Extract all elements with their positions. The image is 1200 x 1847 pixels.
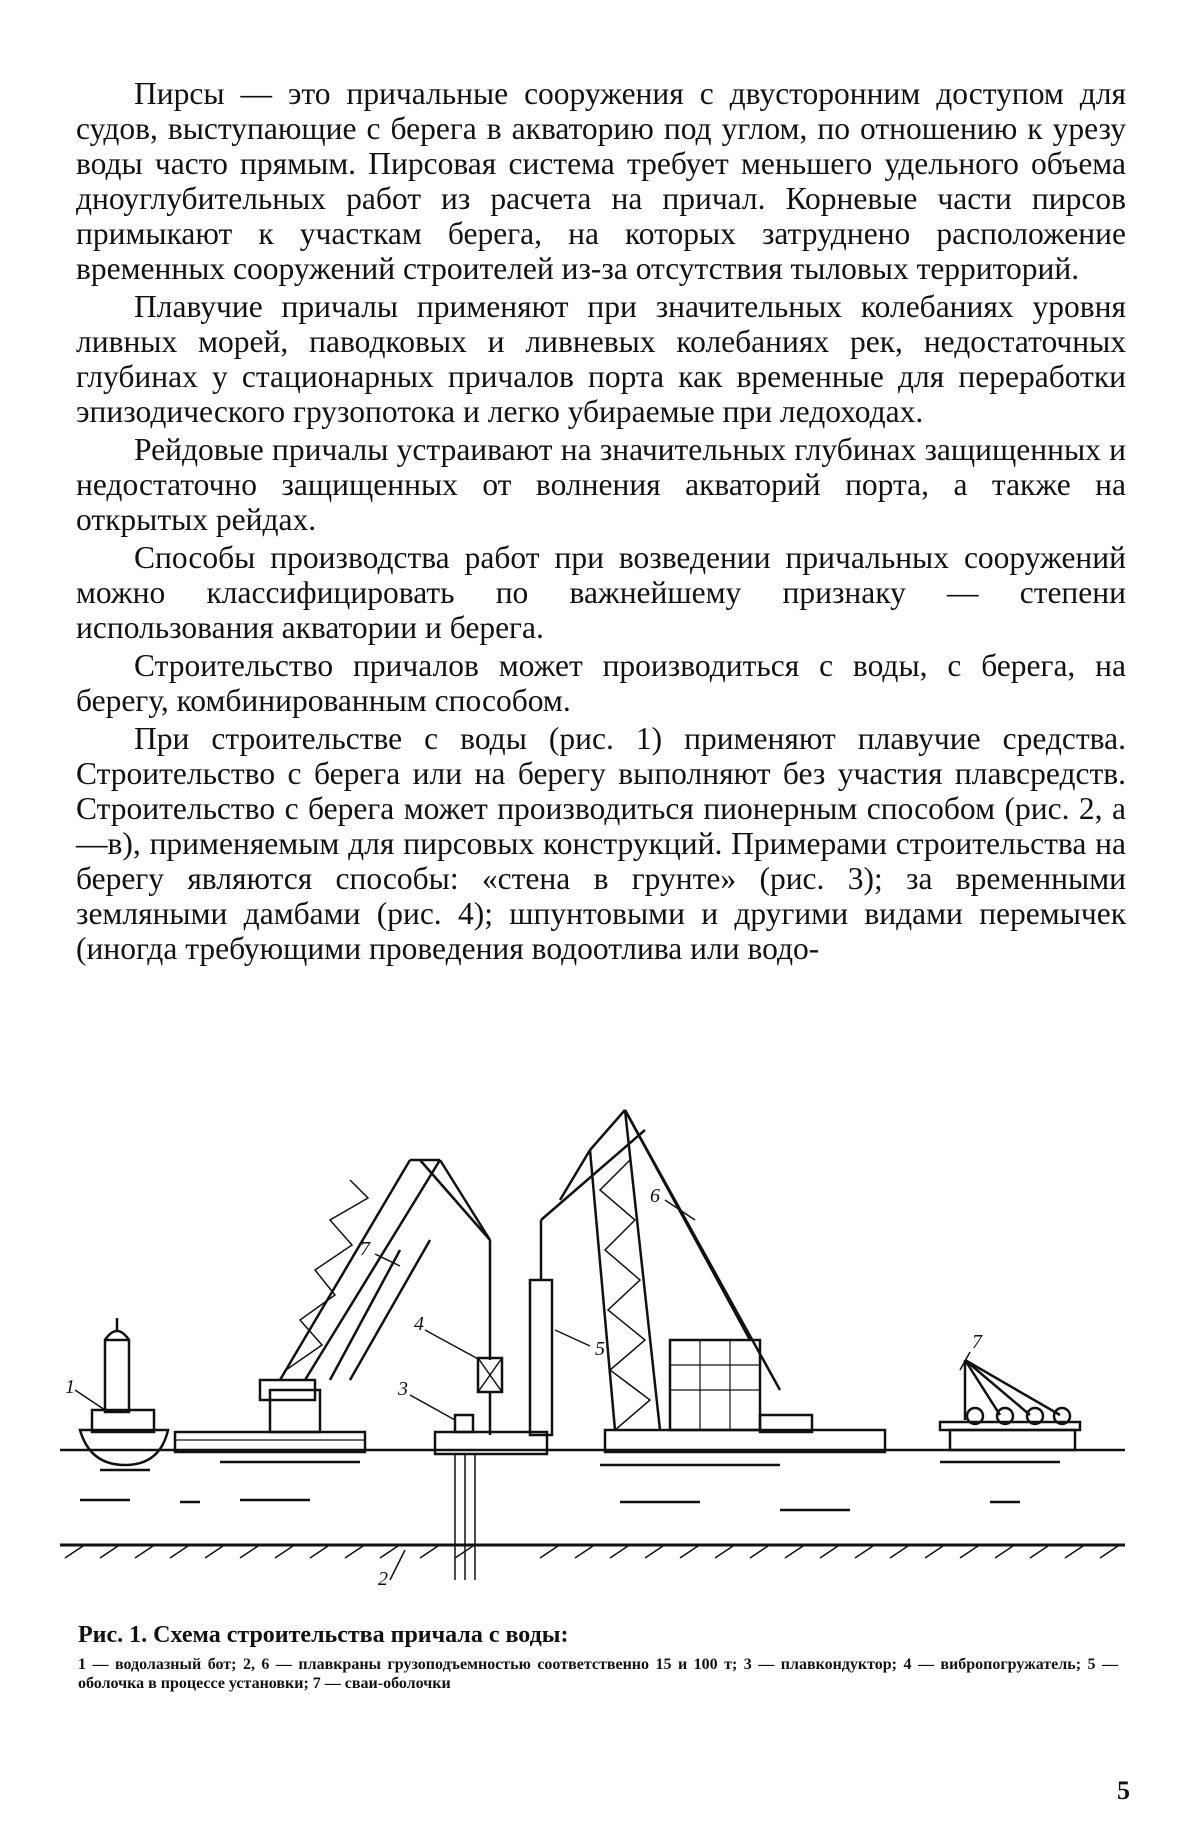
drawing-lines <box>60 1110 1125 1580</box>
leader-lines <box>75 1200 970 1580</box>
floating-jig <box>435 1415 547 1580</box>
label-2: 2 <box>378 1568 388 1590</box>
pile-shell <box>530 1130 645 1435</box>
caption-legend: 1 — водолазный бот; 2, 6 — плавкраны грузоподъемностью соответственно 15 и 100 т; 3 — плавкондуктор; 4 — вибропогружатель; 5 — оболочка в процессе установки; 7 — сваи-оболочки <box>78 1656 1118 1692</box>
seabed-hatching <box>65 1546 1118 1558</box>
figure-berth-construction-scheme <box>60 1090 1140 1590</box>
label-1: 1 <box>65 1376 75 1398</box>
paragraph-construction-from-water: При строительстве с воды (рис. 1) применяют плавучие средства. Строительство с берега или на берегу выполняют без участия плавсредств. Строительство с берега может производиться пионерным способом (рис. 2, а—в), применяемым для пирсовых конструкций. Примерами строительства на берегу являются способы: «стена в грунте» (рис. 3); за временными земляными дамбами (рис. 4); шпунтовыми и другими видами перемычек (иногда требующими проведения водоотлива или водо- <box>76 721 1126 966</box>
label-6: 6 <box>650 1185 660 1207</box>
label-3: 3 <box>398 1378 408 1400</box>
caption-title: Рис. 1. Схема строительства причала с воды: <box>78 1622 569 1648</box>
paragraph-roadstead-berths: Рейдовые причалы устраивают на значительных глубинах защищенных и недостаточно защищенных от волнения акваторий порта, а также на открытых рейдах. <box>76 432 1126 537</box>
construction-scheme-drawing <box>60 1090 1140 1590</box>
diver-boat <box>80 1318 168 1465</box>
paragraph-work-methods: Способы производства работ при возведении причальных сооружений можно классифицировать по важнейшему признаку — степени использования акватории и берега. <box>76 540 1126 645</box>
floating-crane-15t <box>175 1160 490 1452</box>
paragraph-construction-ways: Строительство причалов может производиться с воды, с берега, на берегу, комбинированным способом. <box>76 648 1126 718</box>
pile-shells-barge <box>940 1360 1080 1450</box>
paragraph-piers: Пирсы — это причальные сооружения с двусторонним доступом для судов, выступающие с берега в акваторию под углом, по отношению к урезу воды часто прямым. Пирсовая система требует меньшего удельного объема дноуглубительных работ из расчета на причал. Корневые части пирсов примыкают к участкам берега, на которых затруднено расположение временных сооружений строителей из-за отсутствия тыловых территорий. <box>76 76 1126 286</box>
label-4: 4 <box>414 1313 424 1335</box>
body-text <box>76 76 1126 969</box>
label-7-first: 7 <box>360 1238 370 1260</box>
vibro-driver <box>478 1358 502 1435</box>
page-number: 5 <box>1117 1776 1130 1805</box>
label-7-second: 7 <box>972 1331 982 1353</box>
paragraph-floating-berths: Плавучие причалы применяют при значительных колебаниях уровня ливных морей, паводковых и ливневых колебаниях рек, недостаточных глубинах у стационарных причалов порта как временные для переработки эпизодического грузопотока и легко убираемые при ледоходах. <box>76 289 1126 429</box>
label-5: 5 <box>595 1338 605 1360</box>
figure-caption <box>78 1622 1118 1693</box>
